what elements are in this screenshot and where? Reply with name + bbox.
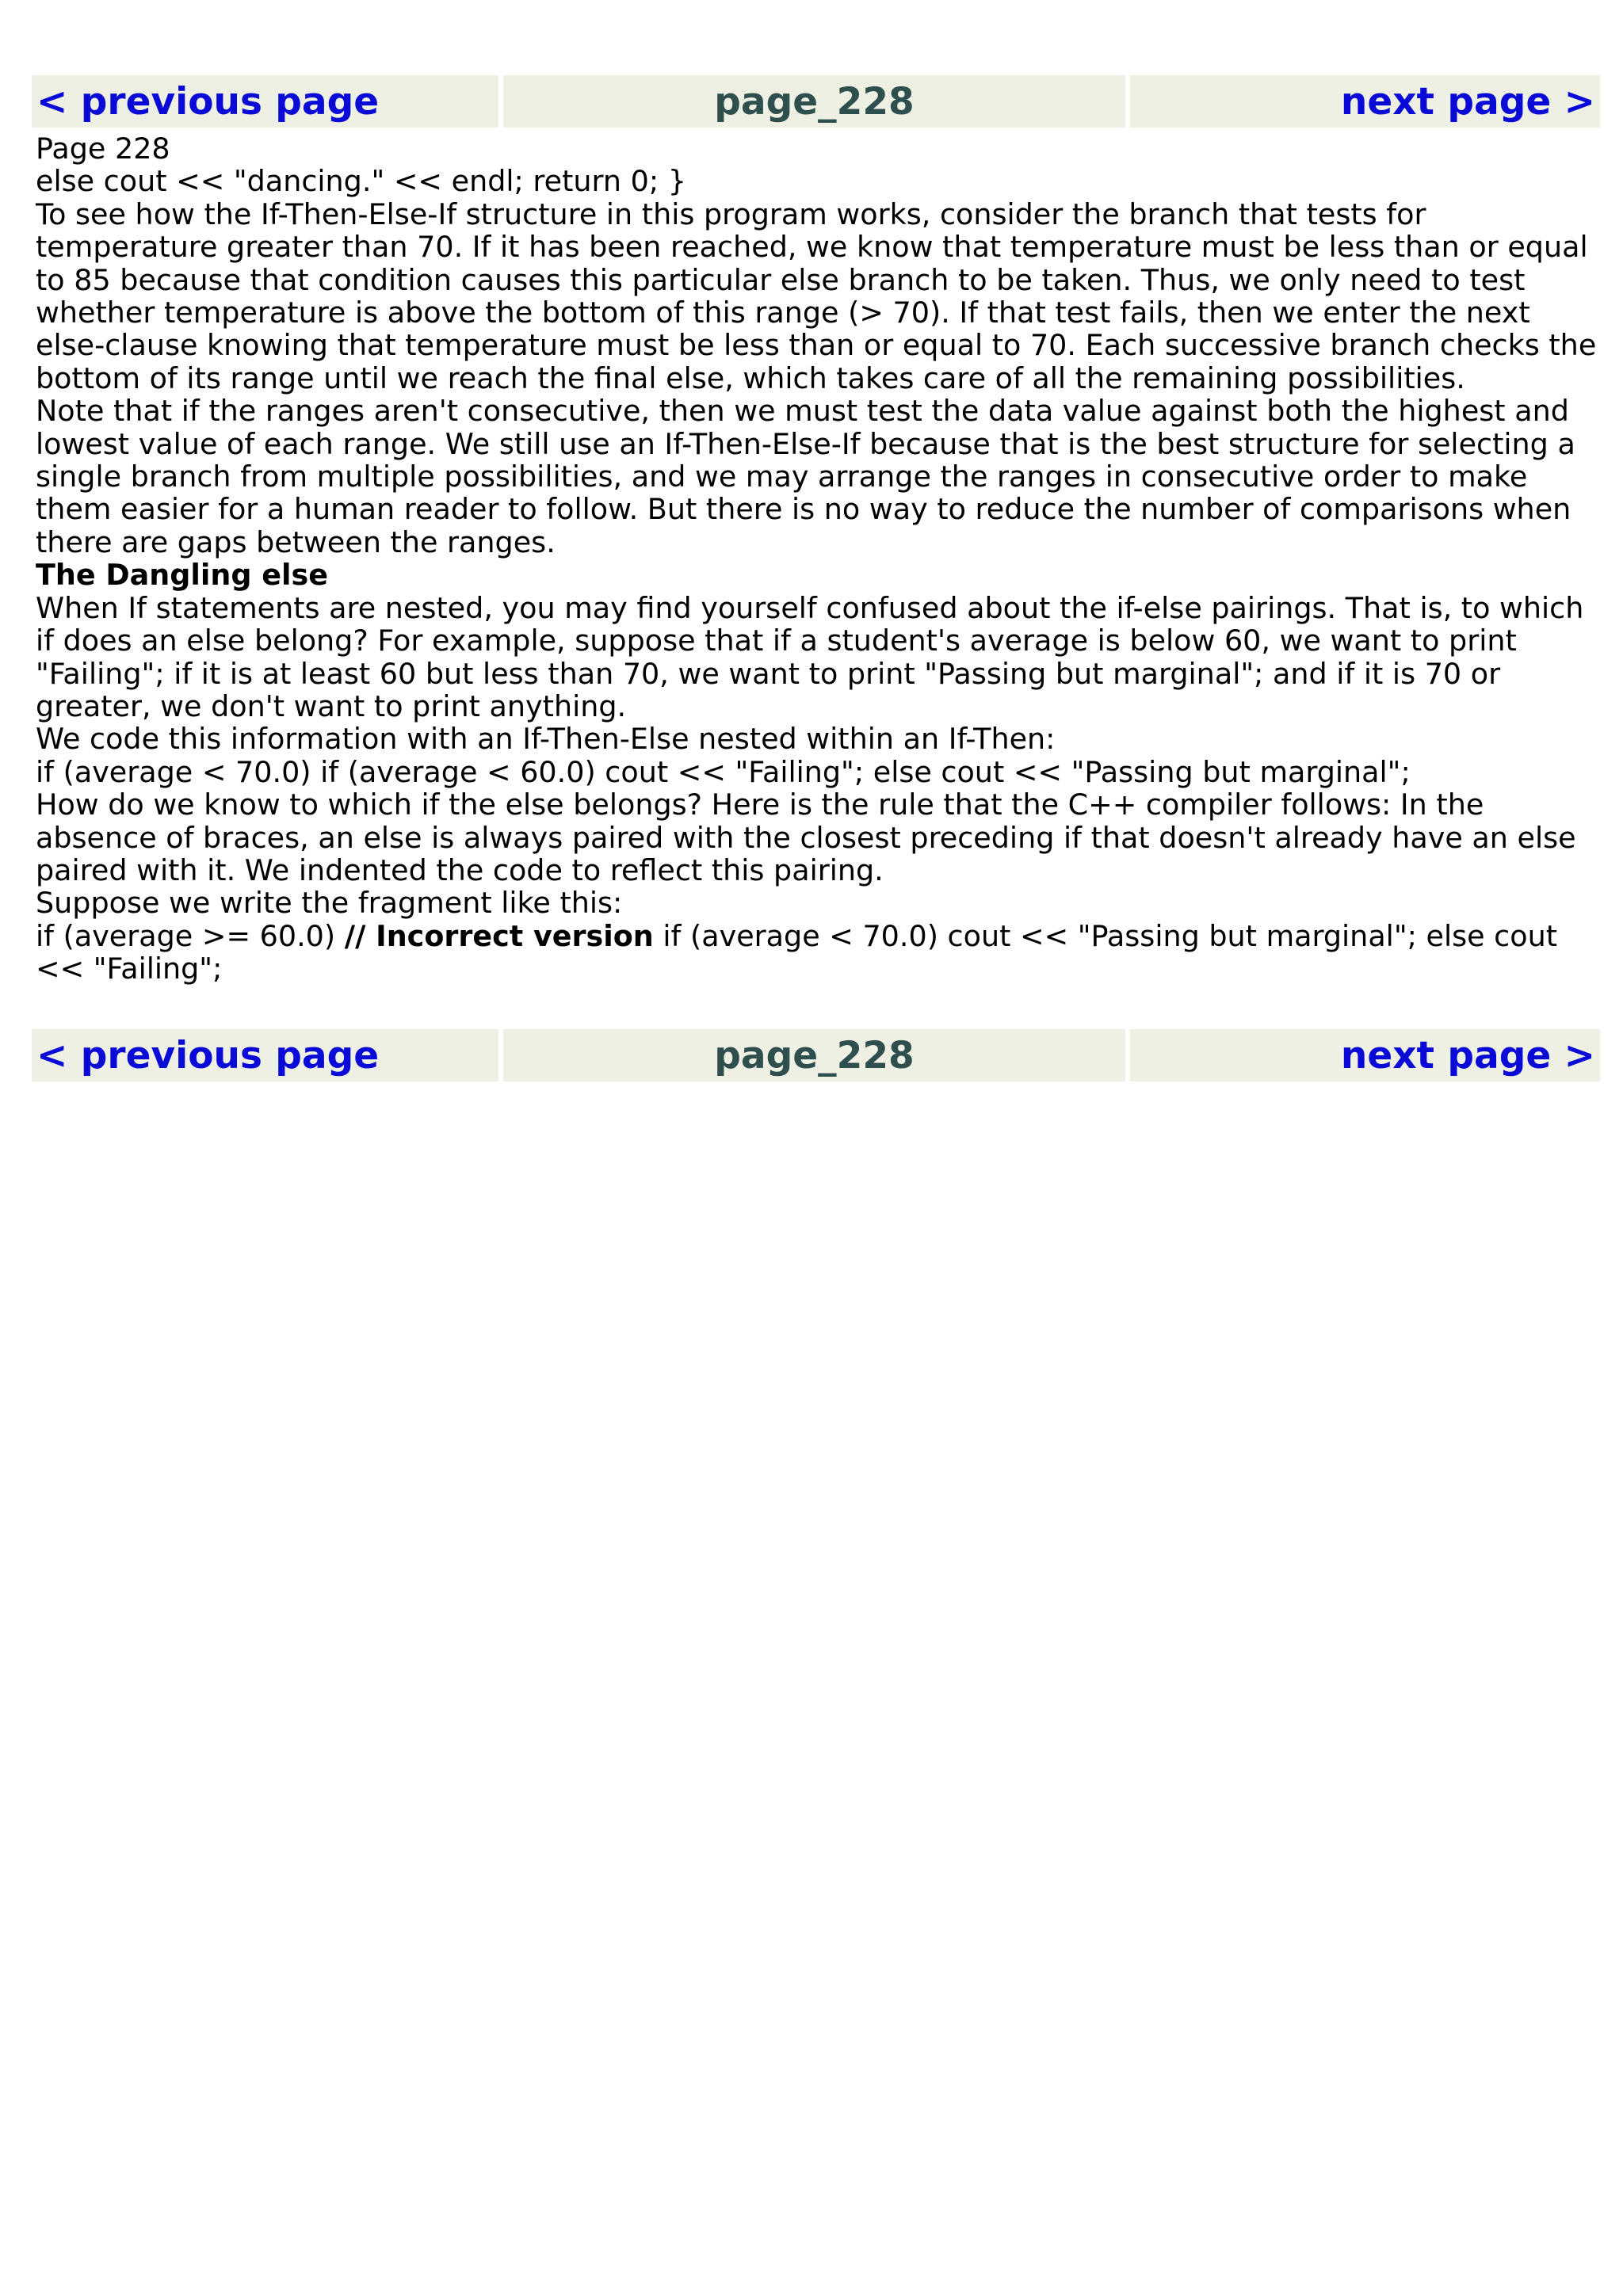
code-fragment: if (average < 70.0) cout << "Passing but marginal"; else cout << "Failing"; (36, 918, 1558, 986)
paragraph: When If statements are nested, you may find yourself confused about the if-else pairings. That is, to which if does an else belong? For example, suppose that if a student's average is below 60, we want to print "Failing"; if it is at least 60 but less than 70, we want to print "Passing but marginal"; and if it is 70 or greater, we don't want to print anything. (36, 590, 1584, 723)
previous-page-link[interactable]: < previous page (32, 1029, 498, 1081)
previous-page-link[interactable]: < previous page (32, 75, 498, 128)
code-comment: // Incorrect version (344, 918, 654, 953)
code-fragment: if (average >= 60.0) (36, 918, 345, 953)
bottom-navigation-bar (32, 1029, 1600, 1081)
code-line (36, 920, 1601, 986)
section-heading: The Dangling else (36, 558, 328, 593)
top-navigation-bar (32, 75, 1600, 128)
next-page-link[interactable]: next page > (1130, 1029, 1600, 1081)
code-line: else cout << "dancing." << endl; return 0; } (36, 164, 686, 199)
page-content (36, 132, 1601, 986)
paragraph: We code this information with an If-Then-Else nested within an If-Then: (36, 722, 1056, 757)
paragraph: How do we know to which if the else belongs? Here is the rule that the C++ compiler follows: In the absence of braces, an else is always paired with the closest preceding if that doesn't already have an else paired with it. We indented the code to reflect this pairing. (36, 788, 1576, 887)
page-label: page_228 (503, 1029, 1125, 1081)
code-line: if (average < 70.0) if (average < 60.0) cout << "Failing"; else cout << "Passing but marginal"; (36, 754, 1411, 789)
paragraph: Suppose we write the fragment like this: (36, 886, 623, 921)
next-page-link[interactable]: next page > (1130, 75, 1600, 128)
paragraph: To see how the If-Then-Else-If structure in this program works, consider the branch that tests for temperature greater than 70. If it has been reached, we know that temperature must be less than or equal to 85 because that condition causes this particular else branch to be taken. Thus, we only need to test whether temperature is above the bottom of this range (> 70). If that test fails, then we enter the next else-clause knowing that temperature must be less than or equal to 70. Each successive branch checks the bottom of its range until we reach the final else, which takes care of all the remaining possibilities. (36, 196, 1597, 395)
page-label: page_228 (503, 75, 1125, 128)
page-marker: Page 228 (36, 132, 170, 166)
paragraph: Note that if the ranges aren't consecutive, then we must test the data value against both the highest and lowest value of each range. We still use an If-Then-Else-If because that is the best structure for selecting a single branch from multiple possibilities, and we may arrange the ranges in consecutive order to make them easier for a human reader to follow. But there is no way to reduce the number of comparisons when there are gaps between the ranges. (36, 394, 1575, 559)
